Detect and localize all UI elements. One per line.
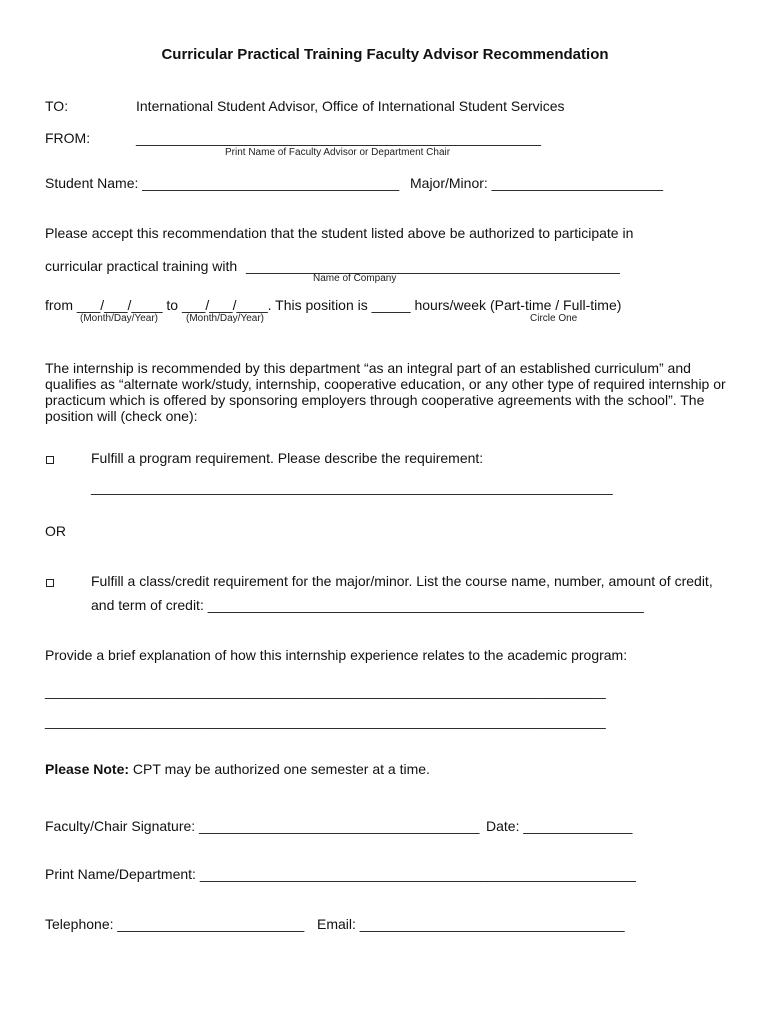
circle-one-caption: Circle One [530,313,578,324]
document-title: Curricular Practical Training Faculty Advisor Recommendation [161,46,609,63]
accept-text: Please accept this recommendation that the student listed above be authorized to participate in [45,225,634,241]
date-field[interactable]: Date: ______________ [486,818,633,834]
explain-field-1[interactable]: ________________________________________________________________________ [45,683,606,699]
to-label: TO: [45,98,69,114]
start-date-caption: (Month/Day/Year) [80,313,158,324]
option2-text: Fulfill a class/credit requirement for the major/minor. List the course name, number, amount of credit, [91,573,713,589]
company-caption: Name of Company [313,273,397,284]
note-label: Please Note: [45,761,130,777]
option1-checkbox[interactable] [46,456,54,464]
option1-text: Fulfill a program requirement. Please describe the requirement: [91,450,484,466]
or-label: OR [45,523,66,539]
option2-checkbox[interactable] [46,579,54,587]
please-note [45,761,430,777]
dates-hours-field[interactable]: from ___/___/____ to ___/___/____. This position is _____ hours/week (Part-time / Full-time) [45,297,622,313]
option1-description-field[interactable]: ___________________________________________________________________ [91,479,613,495]
major-minor-field[interactable]: Major/Minor: ______________________ [410,175,663,191]
company-field[interactable]: ________________________________________________ [246,258,620,274]
explain-text: Provide a brief explanation of how this internship experience relates to the academic program: [45,647,628,663]
end-date-caption: (Month/Day/Year) [186,313,264,324]
from-name-field[interactable]: ____________________________________________________ [136,130,541,146]
explain-field-2[interactable]: ________________________________________________________________________ [45,713,606,729]
cpt-text: curricular practical training with [45,258,238,274]
to-value: International Student Advisor, Office of International Student Services [136,98,565,114]
note-text: CPT may be authorized one semester at a time. [129,761,430,777]
internship-paragraph: The internship is recommended by this department “as an integral part of an established curriculum” and qualifies as “alternate work/study, internship, cooperative education, or any other type of required internship or practicum which is offered by sponsoring employers through cooperative agreements with the school”. The position will (check one): [45,360,726,424]
telephone-field[interactable]: Telephone: ________________________ [45,916,305,932]
email-field[interactable]: Email: __________________________________ [317,916,625,932]
print-name-department-field[interactable]: Print Name/Department: ________________________________________________________ [45,866,636,882]
student-name-field[interactable]: Student Name: _________________________________ [45,175,400,191]
option2-credit-field[interactable]: and term of credit: ________________________________________________________ [91,597,644,613]
from-label: FROM: [45,130,91,146]
signature-field[interactable]: Faculty/Chair Signature: ____________________________________ [45,818,480,834]
from-caption: Print Name of Faculty Advisor or Department Chair [225,147,451,158]
